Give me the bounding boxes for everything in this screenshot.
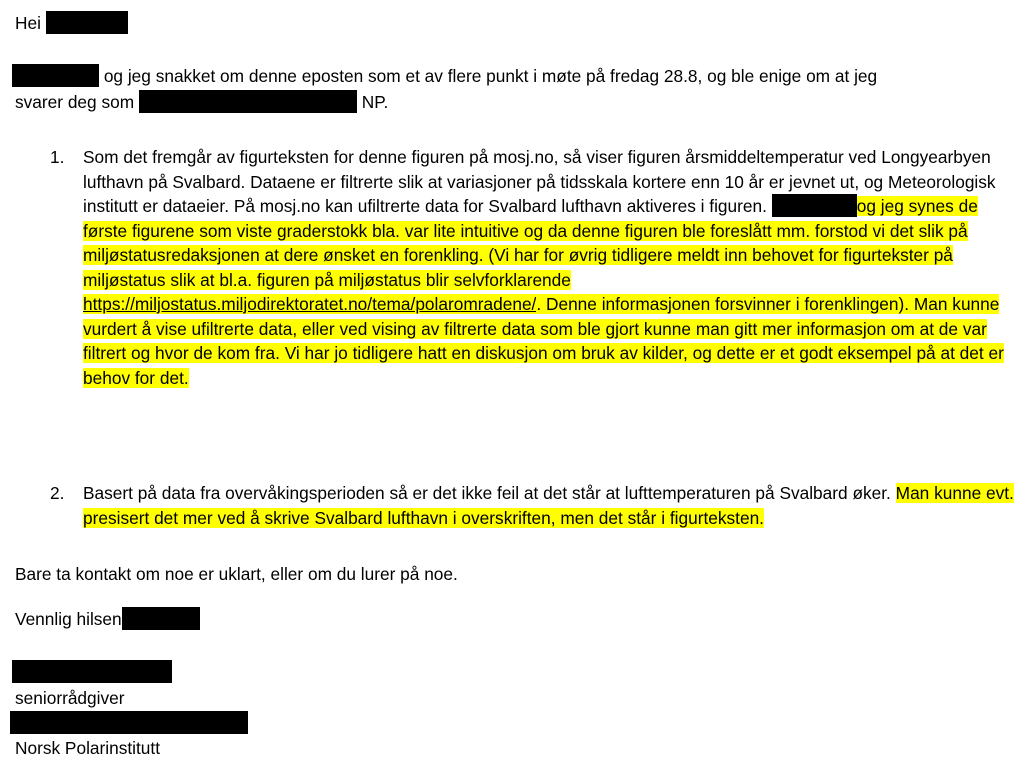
signature-org: Norsk Polarinstitutt bbox=[15, 738, 161, 758]
redacted-name bbox=[46, 11, 128, 34]
intro-text-2a: svarer deg som bbox=[15, 92, 135, 112]
signature-redacted-line bbox=[10, 711, 248, 736]
closing-text: Bare ta kontakt om noe er uklart, eller om du lurer på noe. bbox=[15, 564, 458, 584]
signature-title: seniorrådgiver bbox=[15, 688, 125, 708]
miljostatus-link[interactable]: https://miljostatus.miljodirektoratet.no/tema/polaromradene/ bbox=[83, 294, 537, 314]
intro-text-1: og jeg snakket om denne eposten som et av flere punkt i møte på fredag 28.8, og ble enige om at jeg bbox=[103, 66, 878, 86]
redacted-name bbox=[139, 90, 357, 113]
greeting-text: Hei bbox=[15, 13, 41, 33]
redacted-name bbox=[12, 64, 99, 87]
redacted-name bbox=[12, 660, 172, 683]
item-1-highlight-b: . Denne informasjonen forsvinner i forenklingen). Man kunne vurdert å vise ufiltrerte data, eller ved vising av filtrerte data som ble gjort kunne man gitt mer informasjon om at de var filtrert og hvor de kom fra. Vi har jo tidligere hatt en diskusjon om bruk av kilder, og dette er et godt eksempel på at det er behov for det. bbox=[83, 294, 1004, 388]
intro-line-2 bbox=[15, 90, 388, 115]
signoff-line bbox=[15, 607, 200, 632]
redacted-name bbox=[122, 607, 200, 630]
list-item-1 bbox=[83, 145, 1018, 390]
signoff-text: Vennlig hilsen bbox=[15, 609, 122, 629]
item-1-highlight-a: og jeg synes de første figurene som viste graderstokk bla. var lite intuitive og da denne figuren ble foreslått mm. forstod vi det slik på miljøstatusredaksjonen at dere ønsket en forenkling. (Vi har for øvrig tidligere meldt inn behovet for figurtekster på miljøstatus slik at bl.a. figuren på miljøstatus blir selvforklarende bbox=[83, 196, 978, 290]
item-2-text: Basert på data fra overvåkingsperioden så er det ikke feil at det står at lufttemperaturen på Svalbard øker. bbox=[83, 483, 891, 503]
intro-line-1 bbox=[12, 64, 877, 89]
signature-name-line bbox=[12, 660, 172, 685]
redacted-info bbox=[10, 711, 248, 734]
list-number-2: 2. bbox=[50, 483, 65, 503]
intro-text-2b: NP. bbox=[361, 92, 389, 112]
redacted-name bbox=[772, 194, 857, 217]
greeting-line bbox=[15, 11, 128, 36]
item-1-text: Som det fremgår av figurteksten for denne figuren på mosj.no, så viser figuren årsmiddeltemperatur ved Longyearbyen lufthavn på Svalbard. Dataene er filtrerte slik at variasjoner på tidsskala kortere enn 10 år er jevnet ut, og Meteorologisk institutt er dataeier. På mosj.no kan ufiltrerte data for Svalbard lufthavn aktiveres i figuren. bbox=[83, 147, 996, 216]
list-number-1: 1. bbox=[50, 147, 65, 167]
item-2-highlight: Man kunne evt. presisert det mer ved å skrive Svalbard lufthavn i overskriften, men det står i figurteksten. bbox=[83, 483, 1014, 528]
list-item-2 bbox=[83, 481, 1018, 530]
